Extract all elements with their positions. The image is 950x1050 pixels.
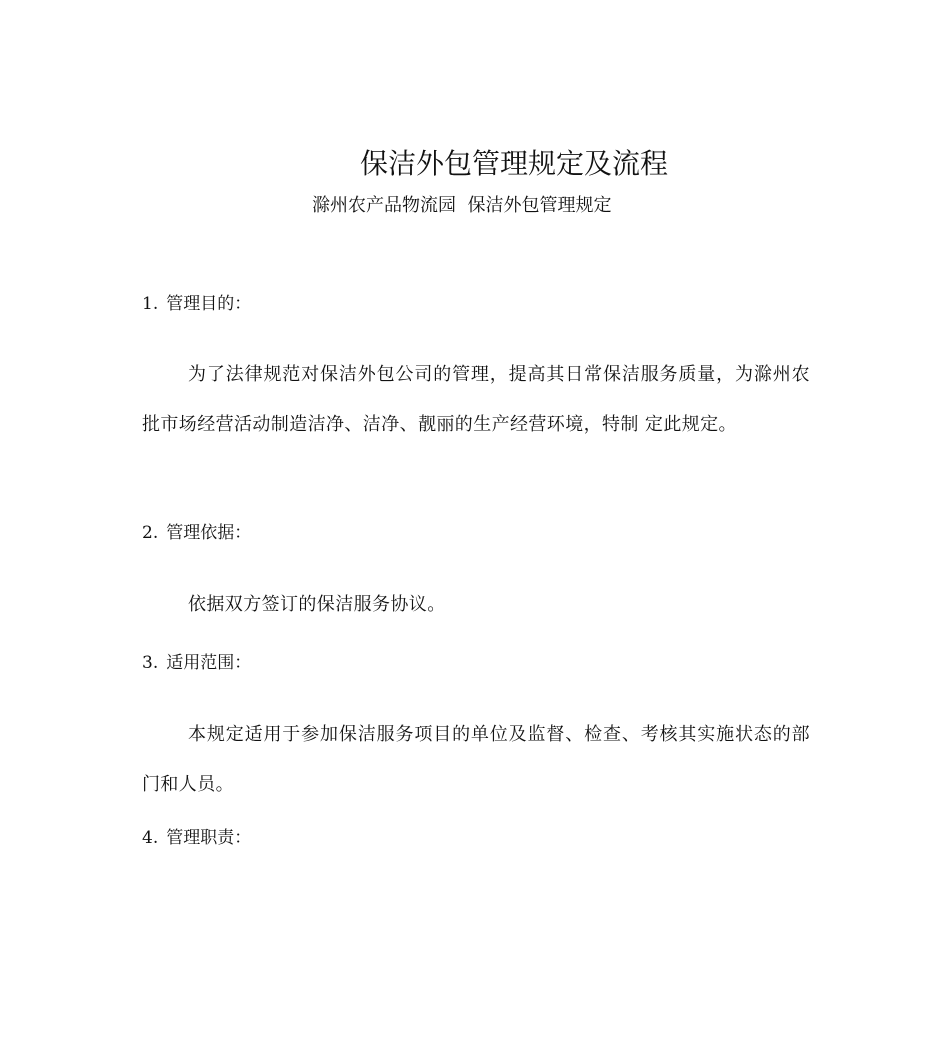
section-paragraph: 为了法律规范对保洁外包公司的管理，提高其日常保洁服务质量，为滁州农批市场经营活动制造洁净、洁净、靓丽的生产经营环境，特制 定此规定。: [142, 364, 810, 435]
section-number: 2.: [142, 523, 159, 543]
section-number: 3.: [142, 653, 159, 673]
section-paragraph: 依据双方签订的保洁服务协议。: [188, 594, 446, 615]
section-heading: [142, 651, 251, 675]
section-heading-label: 管理目的：: [166, 294, 252, 314]
section-heading-label: 管理依据：: [166, 523, 252, 543]
section-number: 1.: [142, 294, 159, 314]
section-heading-label: 管理职责：: [166, 828, 252, 848]
section-heading: [142, 826, 251, 850]
section-paragraph: 本规定适用于参加保洁服务项目的单位及监督、检查、考核其实施状态的部门和人员。: [142, 724, 810, 795]
section-heading: [142, 521, 251, 545]
section-number: 4.: [142, 828, 159, 848]
document-title: 保洁外包管理规定及流程: [360, 147, 669, 180]
section-heading: [142, 292, 251, 316]
document-subtitle: 滁州农产品物流园 保洁外包管理规定: [312, 195, 612, 216]
section-heading-label: 适用范围：: [166, 653, 252, 673]
